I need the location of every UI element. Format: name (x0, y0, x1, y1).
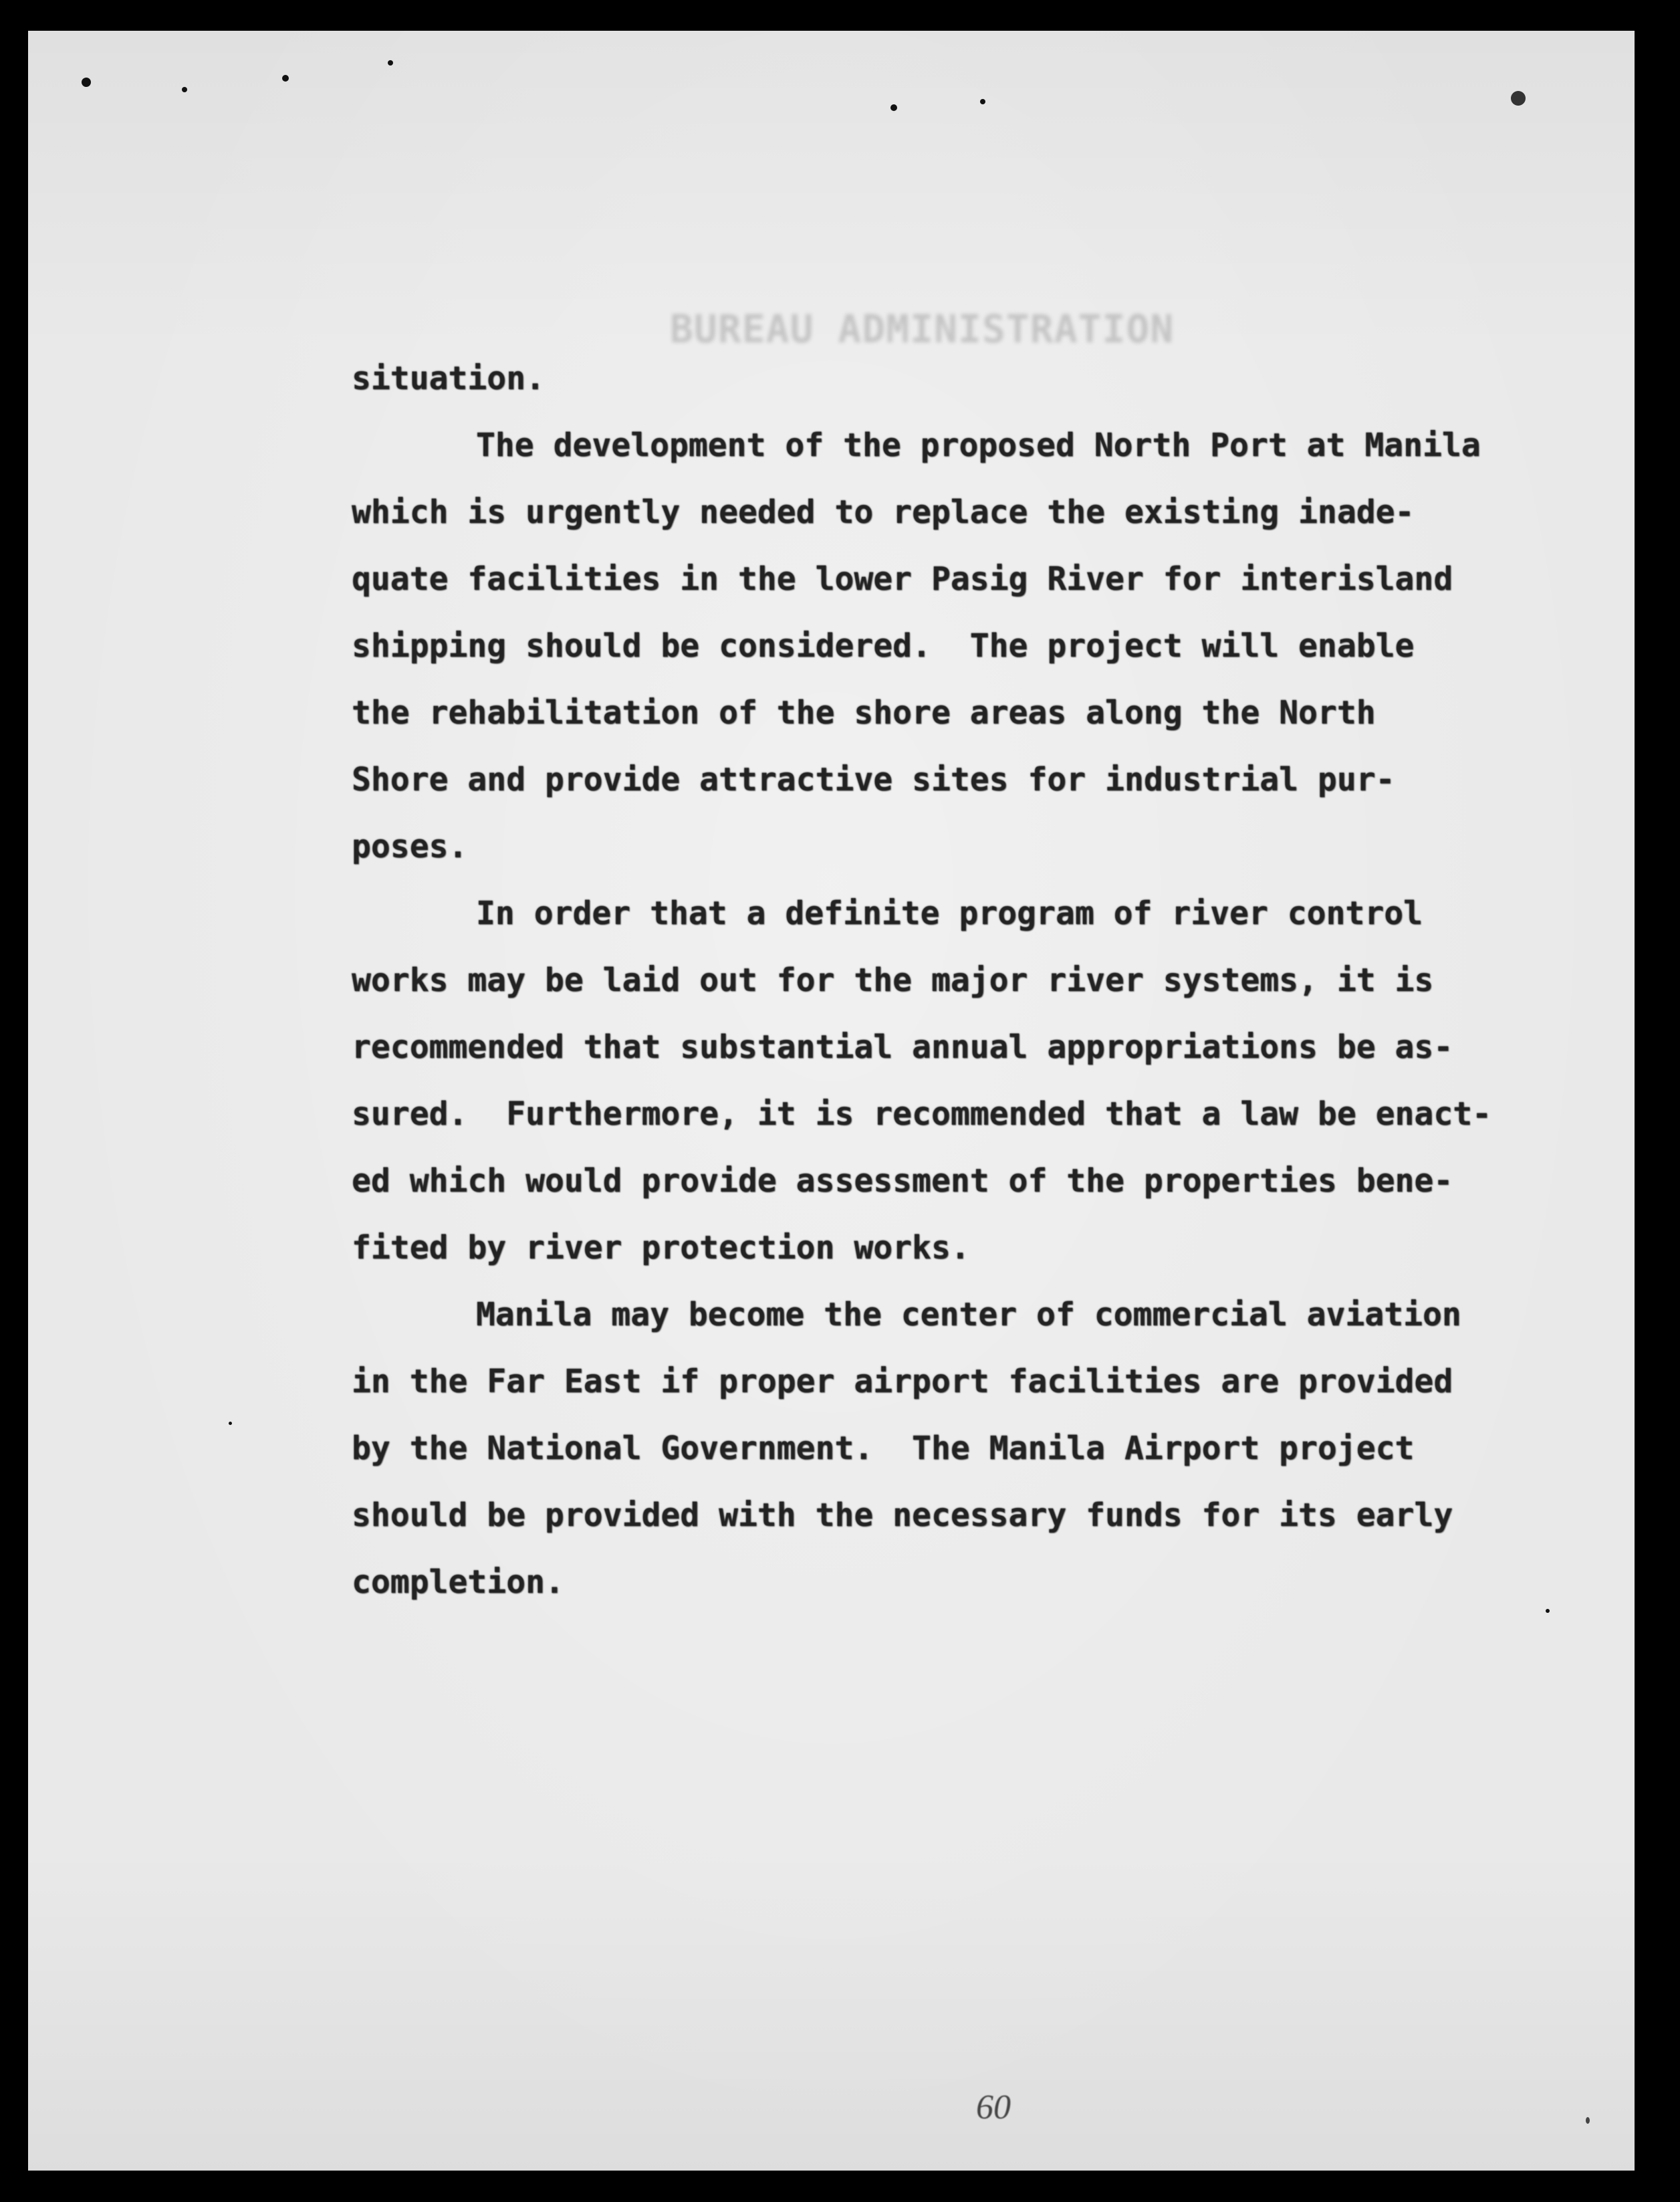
text-line: sured. Furthermore, it is recommended that a law be enact- (352, 1095, 1492, 1133)
text-line: the rehabilitation of the shore areas along the North (352, 694, 1376, 732)
text-line: fited by river protection works. (352, 1229, 970, 1267)
text-line: recommended that substantial annual appropriations be as- (352, 1028, 1453, 1066)
text-line: quate facilities in the lower Pasig River for interisland (352, 560, 1453, 598)
dust-speck (1546, 1609, 1550, 1613)
dust-speck (1586, 2117, 1590, 2124)
text-line: shipping should be considered. The project will enable (352, 627, 1415, 665)
body-text (352, 345, 1582, 1616)
text-line: ed which would provide assessment of the properties bene- (352, 1162, 1453, 1200)
text-line: poses. (352, 828, 468, 865)
text-line: which is urgently needed to replace the existing inade- (352, 493, 1415, 531)
text-line: Manila may become the center of commercial aviation (476, 1296, 1461, 1333)
text-line: situation. (352, 360, 545, 397)
text-line: Shore and provide attractive sites for industrial pur- (352, 761, 1395, 798)
dust-speck (182, 87, 187, 92)
bleed-through-heading: BUREAU ADMINISTRATION (670, 306, 1175, 352)
dust-speck (890, 104, 897, 111)
typed-page (28, 31, 1635, 2171)
dust-speck (82, 78, 91, 87)
text-line: in the Far East if proper airport facilities are provided (352, 1363, 1453, 1400)
text-line: by the National Government. The Manila Airport project (352, 1430, 1415, 1467)
text-line: The development of the proposed North Port at Manila (476, 427, 1481, 464)
page-number: 60 (976, 2088, 1011, 2126)
text-line: In order that a definite program of river control (476, 895, 1423, 932)
dust-speck (229, 1422, 232, 1425)
dust-speck (980, 99, 985, 104)
text-line: should be provided with the necessary funds for its early (352, 1497, 1453, 1534)
text-line: completion. (352, 1563, 564, 1601)
dust-speck (388, 60, 393, 66)
dust-speck (282, 75, 289, 82)
dust-speck (1511, 91, 1526, 106)
text-line: works may be laid out for the major river systems, it is (352, 962, 1434, 999)
